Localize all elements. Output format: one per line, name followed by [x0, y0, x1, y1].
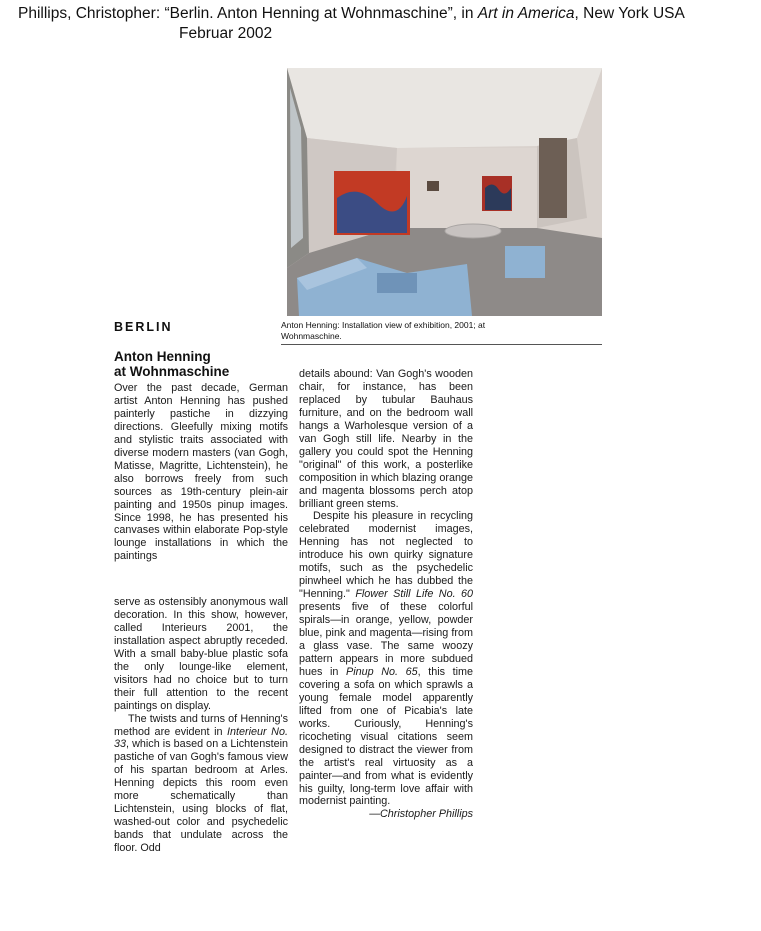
- article-headline: [114, 350, 229, 379]
- p3-artwork-title-1: Flower Still Life No. 60: [355, 588, 473, 601]
- back-wall: [397, 148, 537, 228]
- paragraph-3: [299, 510, 473, 808]
- round-table: [445, 224, 501, 238]
- ceiling: [287, 68, 602, 148]
- headline-line1: Anton Henning: [114, 349, 211, 364]
- p2-artwork-title: Interieur No. 33: [114, 725, 288, 751]
- citation-header: [18, 4, 758, 44]
- painting-small: [427, 181, 439, 191]
- photo-caption: Anton Henning: Installation view of exhibition, 2001; at Wohnmaschine.: [281, 320, 486, 341]
- paragraph-1-end: serve as ostensibly anonymous wall decoration. In this show, however, called Interieurs 2001, the installation aspect abruptly receded. With a small baby-blue plastic sofa the only lounge-like element, visitors had no choice but to turn their full attention to the recent paintings on display.: [114, 596, 288, 712]
- blue-cube: [505, 246, 545, 278]
- article-column-1: [114, 382, 288, 563]
- installation-photo: [287, 68, 602, 316]
- sofa-cushion: [377, 273, 417, 293]
- p3-artwork-title-2: Pinup No. 65: [346, 665, 418, 678]
- paragraph-2: [114, 713, 288, 855]
- p2-text-a: The twists and turns of Henning's method are evident in: [114, 712, 288, 738]
- signature: [299, 808, 473, 821]
- citation-line1-suffix: , New York USA: [574, 5, 685, 22]
- citation-date: Februar 2002: [179, 25, 273, 42]
- article-column-2: [299, 368, 473, 821]
- room-illustration: [287, 68, 602, 316]
- p3-text-b: presents five of these colorful spirals—in orange, yellow, powder blue, pink and magenta—rising from a glass vase. The same woozy pattern appears in more subdued hues in: [299, 601, 473, 678]
- paragraph-2-end: details abound: Van Gogh's wooden chair, for instance, has been replaced by tubular Bauhaus furniture, and on the bedroom wall hangs a Warholesque version of a van Gogh still life. Nearby in the gallery you could spot the Henning "original" of this work, a posterlike composition in which blazing orange and magenta blossoms perch atop brilliant green stems.: [299, 368, 473, 510]
- article-column-1-continued: [114, 596, 288, 855]
- citation-journal: Art in America: [477, 5, 575, 22]
- doorway: [539, 138, 567, 218]
- author-signature: —Christopher Phillips: [369, 808, 473, 821]
- p3-text-c: , this time covering a sofa on which sprawls a young female model apparently lifted from one of Picabia's late works. Curiously, Henning's ricocheting visual citations seem designed to distract the viewer from the artist's real virtuosity as a painter—and from what is evidently his guilty, long-term love affair with modernist painting.: [299, 665, 473, 808]
- citation-line1-prefix: Phillips, Christopher: “Berlin. Anton Henning at Wohnmaschine”, in: [18, 5, 478, 22]
- caption-rule: [281, 344, 602, 345]
- p3-text-a: Despite his pleasure in recycling celebrated modernist images, Henning has not neglected to introduce his own quirky signature motifs, such as the psychedelic pinwheel which he has dubbed the "Henning.": [299, 510, 473, 601]
- p2-text-b: , which is based on a Lichtenstein pastiche of van Gogh's famous view of his spartan bedroom at Arles. Henning depicts this room even more schematically than Lichtenstein, using blocks of flat, washed-out color and psychedelic bands that undulate across the floor. Odd: [114, 738, 288, 855]
- section-label: BERLIN: [114, 320, 173, 334]
- paragraph-1-start: Over the past decade, German artist Anton Henning has pushed painterly pastiche in dizzying directions. Gleefully mixing motifs and stylistic traits associated with diverse modern masters (van Gogh, Matisse, Magritte, Lichtenstein), he also borrows freely from such sources as 19th-century plein-air painting and 1950s pinup images. Since 1998, he has presented his canvases within elaborate Pop-style lounge installations in which the paintings: [114, 382, 288, 563]
- headline-line2: at Wohnmaschine: [114, 363, 230, 379]
